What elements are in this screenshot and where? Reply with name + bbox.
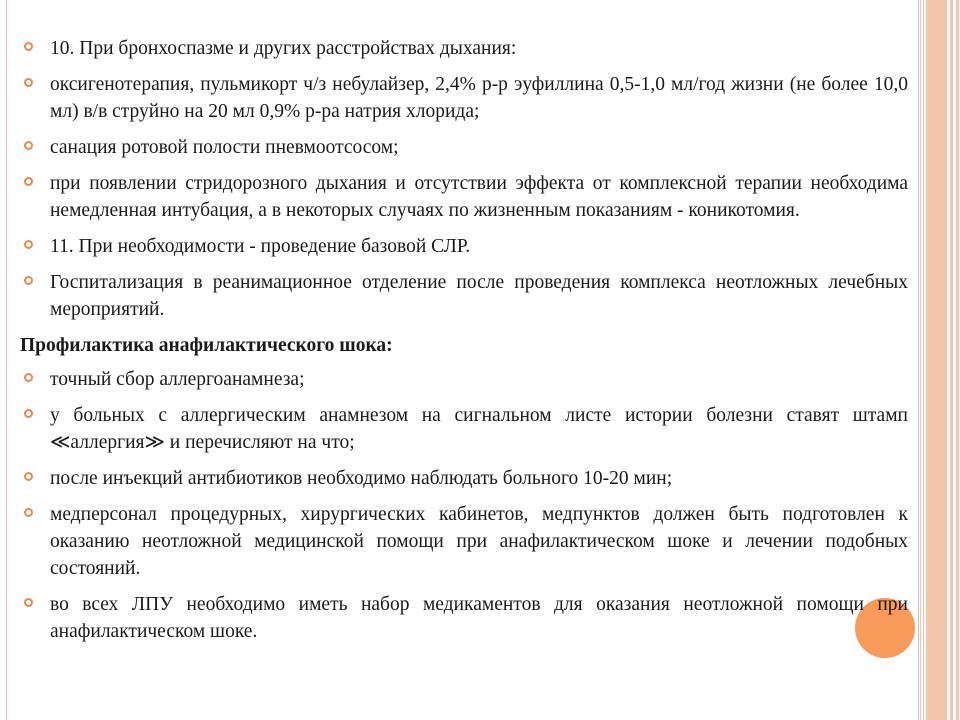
bullet-icon — [24, 508, 33, 517]
bullet-icon — [24, 42, 33, 51]
item-text: после инъекций антибиотиков необходимо наблюдать больного 10-20 мин; — [50, 468, 673, 489]
slide-content — [20, 35, 908, 654]
list-item — [20, 366, 908, 393]
item-text: Госпитализация в реанимационное отделение после проведения комплекса неотложных лечебных мероприятий. — [50, 272, 908, 320]
item-text: санация ротовой полости пневмоотсосом; — [50, 137, 399, 158]
bullet-icon — [24, 472, 33, 481]
list-item — [20, 501, 908, 582]
bullet-icon — [24, 177, 33, 186]
section-heading: Профилактика анафилактического шока: — [20, 335, 393, 356]
list-item — [20, 402, 908, 456]
bullet-icon — [24, 373, 33, 382]
item-text: при появлении стридорозного дыхания и отсутствии эффекта от комплексной терапии необходима немедленная интубация, а в некоторых случаях по жизненным показаниям - коникотомия. — [50, 173, 908, 221]
list-item — [20, 269, 908, 323]
bullet-icon — [24, 276, 33, 285]
item-text: 10. При бронхоспазме и других расстройствах дыхания: — [50, 38, 517, 59]
item-text: 11. При необходимости - проведение базовой СЛР. — [50, 236, 471, 257]
item-text: во всех ЛПУ необходимо иметь набор медикаментов для оказания неотложной помощи при анафилактическом шоке. — [50, 594, 908, 642]
list-item — [20, 35, 908, 62]
bullet-icon — [24, 598, 33, 607]
item-text: оксигенотерапия, пульмикорт ч/з небулайзер, 2,4% р-р эуфиллина 0,5-1,0 мл/год жизни (не более 10,0 мл) в/в струйно на 20 мл 0,9% р-ра натрия хлорида; — [50, 74, 908, 122]
list-item — [20, 134, 908, 161]
list-item — [20, 170, 908, 224]
list-item — [20, 71, 908, 125]
bullet-icon — [24, 240, 33, 249]
list-item — [20, 233, 908, 260]
list-item — [20, 465, 908, 492]
item-text: у больных с аллергическим анамнезом на сигнальном листе истории болезни ставят штамп ≪аллергия≫ и перечисляют на что; — [50, 405, 908, 453]
list-item — [20, 591, 908, 645]
bullet-icon — [24, 141, 33, 150]
bullet-icon — [24, 78, 33, 87]
item-text: точный сбор аллергоанамнеза; — [50, 369, 305, 390]
item-text: медперсонал процедурных, хирургических кабинетов, медпунктов должен быть подготовлен к оказанию неотложной медицинской помощи при анафилактическом шоке и лечении подобных состояний. — [50, 504, 908, 579]
decorative-stripes — [920, 0, 960, 720]
bullet-icon — [24, 409, 33, 418]
